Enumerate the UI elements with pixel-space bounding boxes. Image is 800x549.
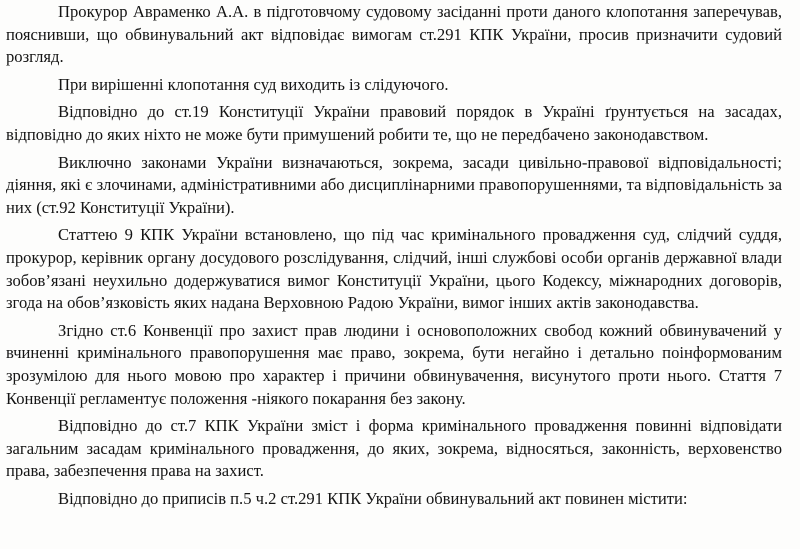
paragraph-convention-article-6: Згідно ст.6 Конвенції про захист прав людини і основоположних свобод кожний обвинувачений у вчиненні кримінального правопорушення має право, зокрема, бути негайно і детально поінформованим зрозумілою для нього мовою про характер і причини обвинувачення, висунутого проти нього. Стаття 7 Конвенції регламентує положення -ніякого покарання без закону. — [6, 320, 782, 408]
paragraph-court-reasoning-intro: При вирішенні клопотання суд виходить із слідуючого. — [58, 74, 449, 94]
paragraph-cpc-article-291: Відповідно до приписів п.5 ч.2 ст.291 КПК України обвинувальний акт повинен містити: — [58, 488, 688, 508]
paragraph-constitution-article-19: Відповідно до ст.19 Конституції України правовий порядок в Україні ґрунтується на засадах, відповідно до яких ніхто не може бути примушений робити те, що не передбачено законодавством. — [6, 102, 782, 144]
paragraph-constitution-article-92: Виключно законами України визначаються, зокрема, засади цивільно-правової відповідальності; діяння, які є злочинами, адміністративними або дисциплінарними правопорушеннями, та відповідальність за них (ст.92 Конституції України). — [6, 152, 782, 217]
paragraph-cpc-article-9: Статтею 9 КПК України встановлено, що під час кримінального провадження суд, слідчий суддя, прокурор, керівник органу досудового розслідування, слідчий, інші службові особи органів державної влади зобов’язані неухильно додержуватися вимог Конституції України, цього Кодексу, міжнародних договорів, згода на обов’язковість яких надана Верховною Радою України, вимог інших актів законодавства. — [6, 225, 782, 313]
paragraph-cpc-article-7: Відповідно до ст.7 КПК України зміст і форма кримінального провадження повинні відповідати загальним засадам кримінального провадження, до яких, зокрема, відносяться, законність, верховенство права, забезпечення права на захист. — [6, 416, 782, 481]
paragraph-prosecutor-objection: Прокурор Авраменко А.А. в підготовчому судовому засіданні проти даного клопотання заперечував, пояснивши, що обвинувальний акт відповідає вимогам ст.291 КПК України, просив призначити судовий розгляд. — [6, 2, 782, 67]
